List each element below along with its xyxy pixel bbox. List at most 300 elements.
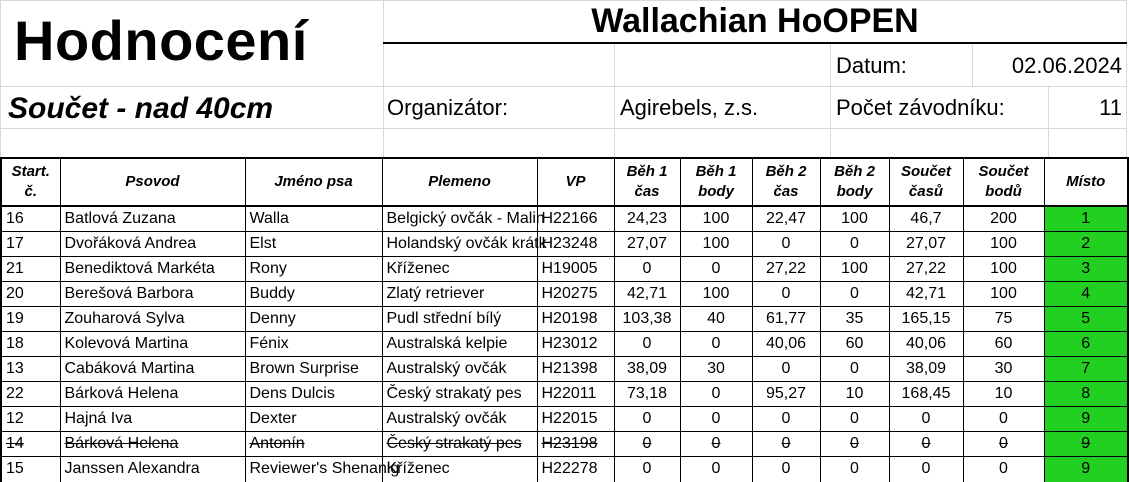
cell-handler: [60, 332, 245, 357]
cell-value: Zouharová Sylva: [64, 310, 185, 327]
cell-handler: [60, 282, 245, 307]
cell-value: 40,06: [765, 335, 807, 352]
cell-place: [1044, 432, 1128, 457]
cell-run1-time: [614, 307, 680, 332]
cell-dog: [245, 307, 382, 332]
cell-value: Reviewer's Shenanig: [249, 460, 400, 478]
cell-value: Walla: [249, 210, 289, 227]
cell-sum-time: [889, 432, 963, 457]
cell-value: 40,06: [905, 335, 947, 352]
cell-run1-pts: [680, 432, 752, 457]
cell-value: 20: [6, 285, 24, 302]
column-header-start[interactable]: [1, 158, 60, 206]
table-row[interactable]: [1, 407, 1128, 432]
cell-value: Brown Surprise: [249, 360, 359, 377]
cell-sum-time: [889, 206, 963, 232]
cell-run1-time: [614, 257, 680, 282]
column-header-place[interactable]: [1044, 158, 1128, 206]
cell-value: Australská kelpie: [386, 335, 508, 352]
cell-sum-pts: [963, 407, 1044, 432]
cell-value: 30: [994, 360, 1013, 377]
page-title: Hodnocení: [14, 9, 308, 72]
cell-value: Buddy: [249, 285, 295, 302]
cell-start: [1, 232, 60, 257]
cell-value: 27,22: [905, 260, 947, 277]
cell-value: Elst: [249, 235, 277, 252]
cell-value: Bárková Helena: [64, 435, 179, 452]
cell-start: [1, 307, 60, 332]
cell-run1-pts: [680, 206, 752, 232]
column-header-sublabel: čas: [773, 183, 799, 200]
cell-sum-time: [889, 357, 963, 382]
cell-value: 27,22: [765, 260, 807, 277]
cell-value: Denny: [249, 310, 296, 327]
table-row[interactable]: [1, 257, 1128, 282]
column-header-sublabel: bodů: [985, 183, 1022, 200]
cell-value: 42,71: [626, 285, 668, 302]
date-value: 02.06.2024: [1011, 53, 1122, 78]
cell-run2-time: [752, 232, 820, 257]
column-header-sublabel: č.: [24, 183, 37, 200]
cell-value: 27,07: [905, 235, 947, 252]
cell-vp: [537, 332, 614, 357]
cell-value: Belgický ovčák - Malin: [386, 210, 545, 227]
cell-value: 0: [781, 435, 791, 452]
cell-value: Antonín: [249, 435, 305, 452]
cell-vp: [537, 457, 614, 482]
cell-value: H21398: [541, 360, 598, 377]
cell-breed: [382, 382, 537, 407]
table-row[interactable]: [1, 232, 1128, 257]
cell-value: H22015: [541, 410, 598, 427]
cell-run2-time: [752, 307, 820, 332]
cell-value: 0: [711, 260, 721, 277]
column-header-handler[interactable]: [60, 158, 245, 206]
cell-value: Kolevová Martina: [64, 335, 189, 352]
cell-value: Australský ovčák: [386, 360, 507, 377]
cell-start: [1, 282, 60, 307]
cell-run2-time: [752, 282, 820, 307]
cell-value: 4: [1081, 285, 1091, 302]
cell-value: 0: [781, 410, 791, 427]
cell-value: 17: [6, 235, 24, 252]
cell-value: 10: [994, 385, 1013, 402]
cell-value: 60: [994, 335, 1013, 352]
cell-value: 18: [6, 335, 24, 352]
cell-value: 24,23: [626, 210, 668, 227]
cell-run1-time: [614, 206, 680, 232]
cell-place: [1044, 332, 1128, 357]
column-header-label: Běh 2: [834, 163, 875, 180]
cell-value: Kříženec: [386, 260, 450, 277]
cell-value: 0: [642, 435, 652, 452]
table-row[interactable]: [1, 457, 1128, 482]
column-header-label: Běh 1: [695, 163, 737, 180]
cell-run2-pts: [820, 407, 889, 432]
cell-value: H22011: [541, 385, 597, 402]
cell-dog: [245, 407, 382, 432]
cell-place: [1044, 457, 1128, 482]
cell-vp: [537, 357, 614, 382]
cell-run2-pts: [820, 357, 889, 382]
cell-vp: [537, 382, 614, 407]
cell-value: Český strakatý pes: [386, 385, 522, 402]
cell-dog: [245, 457, 400, 482]
cell-run2-time: [752, 332, 820, 357]
cell-start: [1, 332, 60, 357]
cell-value: 0: [999, 410, 1008, 427]
cell-value: 38,09: [905, 360, 947, 377]
cell-place: [1044, 357, 1128, 382]
cell-vp: [537, 206, 614, 232]
cell-value: 0: [642, 335, 652, 352]
cell-value: 14: [6, 435, 24, 452]
cell-value: 0: [642, 260, 652, 277]
cell-breed: [382, 307, 537, 332]
cell-value: 168,45: [901, 385, 951, 402]
cell-run2-time: [752, 257, 820, 282]
column-header-run2-pts[interactable]: [820, 158, 889, 206]
cell-sum-time: [889, 307, 963, 332]
cell-handler: [60, 407, 245, 432]
column-header-sublabel: body: [836, 183, 873, 200]
cell-breed: [382, 206, 545, 232]
cell-value: 61,77: [765, 310, 807, 327]
cell-value: 103,38: [622, 310, 672, 327]
header: [0, 0, 1127, 158]
cell-value: 15: [6, 460, 24, 478]
cell-value: 0: [781, 235, 791, 252]
cell-run2-time: [752, 432, 820, 457]
cell-value: H19005: [541, 260, 598, 277]
cell-value: 0: [850, 360, 859, 377]
cell-value: 100: [990, 285, 1017, 302]
cell-value: 0: [921, 435, 931, 452]
column-header-label: Součet: [978, 163, 1029, 180]
cell-value: 0: [781, 285, 791, 302]
cell-vp: [537, 232, 614, 257]
cell-run1-time: [614, 382, 680, 407]
cell-value: 35: [845, 310, 864, 327]
cell-sum-pts: [963, 206, 1044, 232]
cell-value: 73,18: [626, 385, 668, 402]
cell-run2-pts: [820, 457, 889, 482]
cell-handler: [60, 257, 245, 282]
column-header-run1-pts[interactable]: [680, 158, 752, 206]
cell-start: [1, 382, 60, 407]
cell-value: Cabáková Martina: [64, 360, 195, 377]
table-row[interactable]: [1, 282, 1128, 307]
cell-value: 22: [6, 385, 24, 402]
cell-value: 9: [1081, 435, 1091, 452]
cell-value: H22166: [541, 210, 598, 227]
cell-value: Berešová Barbora: [64, 285, 194, 302]
competitor-count-value: 11: [1099, 95, 1122, 120]
cell-breed: [382, 457, 537, 482]
cell-value: Holandský ovčák krátk: [386, 235, 547, 252]
cell-vp: [537, 432, 614, 457]
table-row[interactable]: [1, 432, 1128, 457]
cell-value: 100: [702, 285, 730, 302]
cell-run1-pts: [680, 407, 752, 432]
cell-run1-time: [614, 432, 680, 457]
column-header-label: Součet: [900, 163, 951, 180]
cell-sum-pts: [963, 457, 1044, 482]
column-header-sum-time[interactable]: [889, 158, 963, 206]
table-row[interactable]: [1, 307, 1128, 332]
cell-run1-pts: [680, 232, 752, 257]
cell-value: H23012: [541, 335, 598, 352]
cell-value: 0: [850, 460, 859, 478]
cell-run2-time: [752, 206, 820, 232]
cell-sum-pts: [963, 307, 1044, 332]
cell-value: Benediktová Markéta: [64, 260, 215, 277]
date-label: Datum:: [836, 53, 907, 78]
cell-sum-pts: [963, 232, 1044, 257]
cell-value: 75: [994, 310, 1013, 327]
cell-sum-time: [889, 232, 963, 257]
cell-value: H20275: [541, 285, 598, 302]
cell-value: 30: [707, 360, 725, 377]
cell-value: Bárková Helena: [64, 385, 179, 402]
cell-value: 0: [711, 410, 721, 427]
cell-sum-pts: [963, 382, 1044, 407]
cell-value: 0: [999, 435, 1008, 452]
cell-run2-pts: [820, 382, 889, 407]
column-header-label: Jméno psa: [274, 173, 353, 190]
cell-run1-pts: [680, 457, 752, 482]
cell-value: 100: [841, 260, 868, 277]
column-header-label: VP: [565, 173, 586, 190]
cell-value: Pudl střední bílý: [386, 310, 502, 327]
cell-value: 100: [702, 235, 730, 252]
cell-value: 42,71: [905, 285, 947, 302]
column-header-label: Místo: [1066, 173, 1106, 190]
cell-run2-time: [752, 457, 820, 482]
cell-value: 100: [990, 235, 1017, 252]
cell-handler: [60, 232, 245, 257]
cell-dog: [245, 382, 382, 407]
cell-value: 1: [1081, 210, 1091, 227]
table-row[interactable]: [1, 206, 1128, 232]
cell-sum-time: [889, 457, 963, 482]
cell-run2-time: [752, 382, 820, 407]
cell-vp: [537, 307, 614, 332]
cell-value: Fénix: [249, 335, 289, 352]
cell-value: H20198: [541, 310, 598, 327]
cell-run1-time: [614, 407, 680, 432]
cell-value: 0: [850, 435, 859, 452]
cell-value: Dexter: [249, 410, 297, 427]
cell-value: 0: [850, 235, 859, 252]
cell-value: 6: [1081, 335, 1091, 352]
cell-value: 165,15: [901, 310, 951, 327]
column-header-vp[interactable]: [537, 158, 614, 206]
cell-value: 0: [642, 460, 652, 478]
cell-place: [1044, 206, 1128, 232]
cell-handler: [60, 206, 245, 232]
cell-run1-time: [614, 282, 680, 307]
cell-run2-pts: [820, 432, 889, 457]
cell-dog: [245, 206, 382, 232]
cell-value: 0: [850, 285, 859, 302]
cell-run2-pts: [820, 257, 889, 282]
cell-breed: [382, 257, 537, 282]
cell-value: Zlatý retriever: [386, 285, 485, 302]
cell-dog: [245, 232, 382, 257]
cell-handler: [60, 357, 245, 382]
cell-breed: [382, 357, 537, 382]
column-header-run2-time[interactable]: [752, 158, 820, 206]
cell-value: 8: [1081, 385, 1091, 402]
cell-breed: [382, 332, 537, 357]
cell-place: [1044, 382, 1128, 407]
cell-value: 21: [6, 260, 24, 277]
cell-value: 0: [642, 410, 652, 427]
cell-value: 0: [999, 460, 1008, 478]
cell-value: 7: [1081, 360, 1091, 377]
cell-run2-pts: [820, 232, 889, 257]
cell-value: 9: [1081, 410, 1091, 427]
cell-value: 0: [711, 460, 721, 478]
column-header-dog[interactable]: [245, 158, 382, 206]
cell-value: 100: [990, 260, 1017, 277]
cell-value: 9: [1081, 460, 1091, 478]
column-header-label: Plemeno: [428, 173, 491, 190]
cell-value: 38,09: [626, 360, 668, 377]
cell-run1-pts: [680, 282, 752, 307]
cell-run2-pts: [820, 332, 889, 357]
column-header-label: Psovod: [125, 173, 180, 190]
cell-run2-pts: [820, 282, 889, 307]
cell-value: H22278: [541, 460, 598, 478]
cell-value: Dens Dulcis: [249, 385, 335, 402]
cell-place: [1044, 282, 1128, 307]
cell-place: [1044, 257, 1128, 282]
cell-value: Kříženec: [386, 460, 450, 478]
cell-sum-pts: [963, 432, 1044, 457]
cell-run1-time: [614, 457, 680, 482]
table-row[interactable]: [1, 332, 1128, 357]
cell-run1-pts: [680, 257, 752, 282]
cell-dog: [245, 257, 382, 282]
cell-value: Batlová Zuzana: [64, 210, 176, 227]
cell-sum-pts: [963, 357, 1044, 382]
column-header-label: Běh 1: [626, 163, 668, 180]
category-title: Součet - nad 40cm: [8, 92, 274, 125]
table-row[interactable]: [1, 357, 1128, 382]
cell-start: [1, 257, 60, 282]
cell-start: [1, 206, 60, 232]
cell-start: [1, 357, 60, 382]
column-header-breed[interactable]: [382, 158, 537, 206]
table-body: [1, 206, 1128, 482]
cell-value: 0: [781, 460, 791, 478]
cell-place: [1044, 232, 1128, 257]
cell-run1-pts: [680, 357, 752, 382]
cell-dog: [245, 282, 382, 307]
cell-vp: [537, 282, 614, 307]
column-header-label: Běh 2: [765, 163, 807, 180]
column-header-sum-pts[interactable]: [963, 158, 1044, 206]
cell-sum-time: [889, 257, 963, 282]
cell-run2-pts: [820, 307, 889, 332]
cell-run1-time: [614, 332, 680, 357]
cell-value: 0: [921, 410, 931, 427]
cell-value: Janssen Alexandra: [64, 460, 200, 478]
results-table: [0, 157, 1129, 482]
cell-value: 100: [702, 210, 730, 227]
cell-value: 46,7: [910, 210, 942, 227]
cell-run1-pts: [680, 382, 752, 407]
cell-dog: [245, 357, 382, 382]
cell-sum-time: [889, 407, 963, 432]
cell-start: [1, 407, 60, 432]
cell-start: [1, 432, 60, 457]
cell-place: [1044, 307, 1128, 332]
cell-value: 22,47: [765, 210, 807, 227]
table-header-row: [1, 158, 1128, 206]
column-header-run1-time[interactable]: [614, 158, 680, 206]
cell-dog: [245, 432, 382, 457]
cell-value: Český strakatý pes: [386, 435, 522, 452]
organizer-value: Agirebels, z.s.: [620, 95, 759, 120]
cell-value: 10: [845, 385, 864, 402]
cell-value: H23248: [541, 235, 598, 252]
cell-value: H23198: [541, 435, 598, 452]
cell-value: Hajná Iva: [64, 410, 133, 427]
cell-value: 200: [990, 210, 1017, 227]
cell-value: 0: [711, 335, 721, 352]
cell-sum-time: [889, 282, 963, 307]
cell-value: 2: [1081, 235, 1091, 252]
cell-breed: [382, 407, 537, 432]
competitor-count-label: Počet závodníku:: [836, 95, 1005, 120]
cell-vp: [537, 407, 614, 432]
cell-sum-pts: [963, 257, 1044, 282]
cell-value: 13: [6, 360, 24, 377]
cell-run1-pts: [680, 332, 752, 357]
cell-value: Dvořáková Andrea: [64, 235, 197, 252]
cell-run1-pts: [680, 307, 752, 332]
cell-sum-pts: [963, 332, 1044, 357]
cell-value: 5: [1081, 310, 1091, 327]
event-title: Wallachian HoOPEN: [591, 2, 919, 40]
cell-breed: [382, 282, 537, 307]
cell-breed: [382, 432, 537, 457]
cell-handler: [60, 457, 245, 482]
cell-value: 0: [711, 385, 721, 402]
cell-value: 3: [1081, 260, 1091, 277]
column-header-label: Start.: [11, 163, 50, 180]
cell-value: 0: [781, 360, 791, 377]
cell-value: 0: [921, 460, 931, 478]
cell-value: 40: [707, 310, 725, 327]
cell-run2-time: [752, 407, 820, 432]
table-row[interactable]: [1, 382, 1128, 407]
organizer-label: Organizátor:: [387, 95, 509, 120]
cell-value: 0: [850, 410, 859, 427]
cell-value: 19: [6, 310, 24, 327]
cell-value: 27,07: [626, 235, 668, 252]
cell-dog: [245, 332, 382, 357]
cell-sum-pts: [963, 282, 1044, 307]
cell-vp: [537, 257, 614, 282]
cell-value: 16: [6, 210, 24, 227]
cell-handler: [60, 382, 245, 407]
cell-run2-time: [752, 357, 820, 382]
cell-sum-time: [889, 382, 963, 407]
